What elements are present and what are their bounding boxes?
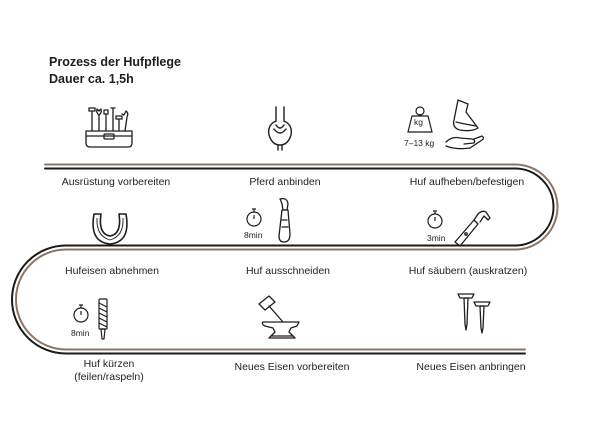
rasp-icon [96, 297, 110, 341]
stopwatch-icon [244, 206, 264, 228]
step-label-4: Hufeisen abnehmen [65, 265, 159, 277]
rope-knot-icon [264, 105, 296, 151]
stopwatch-icon [425, 208, 445, 230]
step-label-6: Huf säubern (auskratzen) [408, 265, 528, 277]
step-label-3: Huf aufheben/befestigen [409, 176, 525, 188]
weight-badge: kg [414, 117, 423, 127]
duration-subtitle: Dauer ca. 1,5h [49, 72, 134, 86]
step-label-2: Pferd anbinden [249, 176, 321, 188]
time-label-step-6: 3min [427, 233, 446, 243]
step-label-8: Neues Eisen vorbereiten [234, 361, 350, 373]
time-label-step-7: 8min [71, 328, 90, 338]
step-label-9: Neues Eisen anbringen [416, 361, 526, 373]
step-label-7 [74, 358, 143, 384]
step-label-5: Huf ausschneiden [245, 265, 331, 277]
step-label-7-line-1: Huf kürzen [83, 358, 135, 370]
weight-icon [406, 102, 440, 136]
anvil-hammer-icon [255, 294, 305, 340]
nails-icon [456, 292, 492, 334]
weight-range-label: 7–13 kg [404, 138, 435, 148]
stopwatch-icon [71, 302, 91, 324]
horseshoe-icon [88, 208, 132, 248]
hoof-knife-icon [272, 196, 298, 246]
hoof-lift-icon [442, 98, 490, 154]
hoof-pick-icon [452, 208, 494, 248]
toolbox-icon [83, 105, 135, 151]
step-label-7-line-2: (feilen/raspeln) [74, 371, 144, 383]
time-label-step-5: 8min [244, 230, 263, 240]
diagram-title: Prozess der Hufpflege [49, 55, 181, 69]
step-label-1: Ausrüstung vorbereiten [61, 176, 171, 188]
